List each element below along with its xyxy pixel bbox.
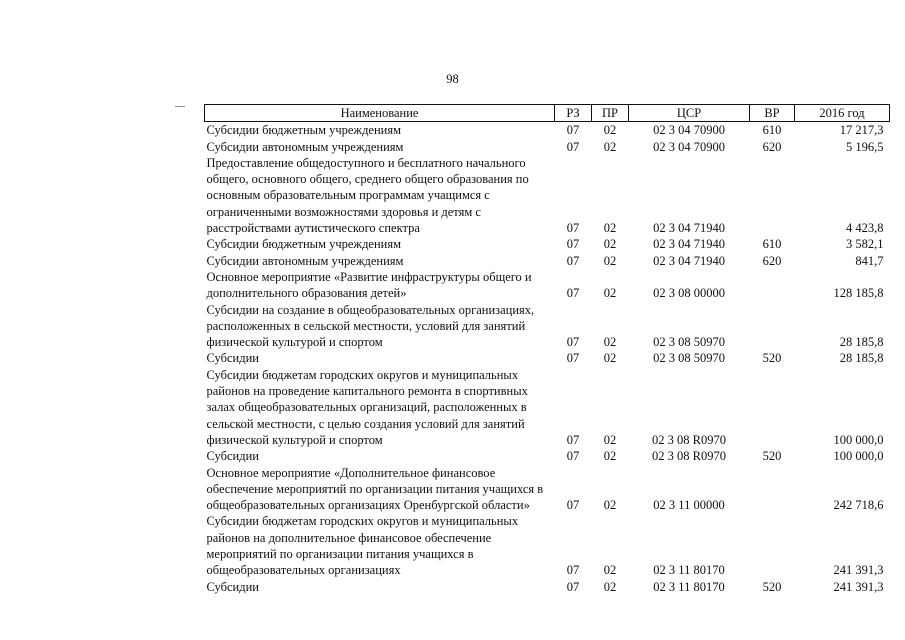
row-rz: 07: [566, 432, 580, 447]
row-rz: 07: [566, 563, 580, 578]
table-row: [205, 367, 890, 448]
row-sum: 241 391,3: [833, 563, 884, 578]
row-name: Основное мероприятие «Развитие инфраструктуры общего и дополнительного образования детей»: [206, 269, 532, 301]
row-sum: 100 000,0: [833, 449, 884, 464]
row-name: Предоставление общедоступного и бесплатного начального общего, основного общего, среднего общего образования по основным образовательным программам учащимся с ограниченными возможностями здоровья и детям с расстройствами аутистического спектра: [206, 155, 529, 236]
row-name: Субсидии: [206, 579, 259, 594]
row-rz: 07: [566, 221, 580, 236]
row-vr: [750, 465, 795, 514]
row-name: Основное мероприятие «Дополнительное финансовое обеспечение мероприятий по организации питания учащихся в общеобразовательных организациях Оренбургской области»: [206, 465, 544, 513]
row-name: Субсидии: [206, 351, 259, 366]
row-vr: 610: [762, 237, 782, 252]
row-pr: 02: [603, 286, 617, 301]
row-csr: 02 3 08 50970: [653, 335, 725, 350]
table-row: [205, 302, 890, 351]
row-csr: 02 3 04 71940: [653, 221, 725, 236]
row-pr: 02: [603, 579, 617, 594]
row-name: Субсидии автономным учреждениям: [206, 253, 404, 268]
header-year: 2016 год: [795, 105, 890, 122]
table-row: [205, 513, 890, 578]
table-row: [205, 350, 890, 366]
row-rz: 07: [566, 253, 580, 268]
row-csr: 02 3 11 80170: [653, 579, 725, 594]
row-pr: 02: [603, 351, 617, 366]
header-rz: РЗ: [555, 105, 592, 122]
row-pr: 02: [603, 253, 617, 268]
row-csr: 02 3 11 00000: [653, 498, 725, 513]
row-csr: 02 3 04 70900: [653, 123, 725, 138]
table-body: [205, 122, 890, 595]
row-csr: 02 3 08 00000: [653, 286, 725, 301]
row-pr: 02: [603, 432, 617, 447]
row-pr: 02: [603, 563, 617, 578]
row-pr: 02: [603, 449, 617, 464]
table-row: [205, 236, 890, 252]
row-sum: 100 000,0: [833, 432, 884, 447]
row-pr: 02: [603, 221, 617, 236]
row-rz: 07: [566, 237, 580, 252]
row-vr: [750, 302, 795, 351]
row-vr: [750, 513, 795, 578]
table-row: [205, 269, 890, 302]
row-sum: 128 185,8: [833, 286, 884, 301]
header-vr: ВР: [750, 105, 795, 122]
row-sum: 3 582,1: [846, 237, 884, 252]
row-name: Субсидии бюджетным учреждениям: [206, 123, 402, 138]
row-csr: 02 3 08 R0970: [652, 432, 726, 447]
row-csr: 02 3 08 R0970: [652, 449, 726, 464]
row-pr: 02: [603, 498, 617, 513]
table-row: [205, 253, 890, 269]
row-name: Субсидии на создание в общеобразовательных организациях, расположенных в сельской местности, условий для занятий физической культурой и спортом: [206, 302, 535, 350]
row-sum: 28 185,8: [839, 335, 884, 350]
table-row: [205, 139, 890, 155]
table-header: [205, 105, 890, 122]
header-row: [205, 105, 890, 122]
row-vr: 620: [762, 139, 782, 154]
budget-table: [204, 104, 890, 595]
row-vr: [750, 367, 795, 448]
row-rz: 07: [566, 286, 580, 301]
table-row: [205, 465, 890, 514]
row-csr: 02 3 04 71940: [653, 237, 725, 252]
row-rz: 07: [566, 449, 580, 464]
row-csr: 02 3 08 50970: [653, 351, 725, 366]
row-rz: 07: [566, 139, 580, 154]
row-vr: [750, 155, 795, 236]
row-pr: 02: [603, 139, 617, 154]
row-sum: 17 217,3: [839, 123, 884, 138]
row-name: Субсидии: [206, 449, 259, 464]
row-vr: 610: [762, 123, 782, 138]
scan-mark: [175, 106, 185, 107]
row-sum: 28 185,8: [839, 351, 884, 366]
row-csr: 02 3 04 71940: [653, 253, 725, 268]
row-rz: 07: [566, 123, 580, 138]
table-row: [205, 579, 890, 595]
row-csr: 02 3 04 70900: [653, 139, 725, 154]
row-csr: 02 3 11 80170: [653, 563, 725, 578]
row-vr: 520: [762, 579, 782, 594]
row-name: Субсидии бюджетам городских округов и муниципальных районов на проведение капитального ремонта в спортивных залах общеобразовательных организаций, расположенных в сельской местности, с целью создания условий для занятий физической культурой и спортом: [206, 367, 528, 447]
table-row: [205, 448, 890, 464]
row-pr: 02: [603, 237, 617, 252]
row-vr: 520: [762, 351, 782, 366]
row-sum: 4 423,8: [846, 221, 884, 236]
header-name: Наименование: [205, 105, 555, 122]
header-pr: ПР: [592, 105, 629, 122]
table-row: [205, 122, 890, 139]
row-rz: 07: [566, 579, 580, 594]
row-sum: 241 391,3: [833, 579, 884, 594]
row-sum: 242 718,6: [833, 498, 884, 513]
row-vr: [750, 269, 795, 302]
row-vr: 620: [762, 253, 782, 268]
row-pr: 02: [603, 123, 617, 138]
page-number: 98: [446, 72, 459, 86]
row-sum: 841,7: [855, 253, 884, 268]
row-vr: 520: [762, 449, 782, 464]
row-name: Субсидии автономным учреждениям: [206, 139, 404, 154]
header-csr: ЦСР: [629, 105, 750, 122]
row-name: Субсидии бюджетным учреждениям: [206, 237, 402, 252]
table-row: [205, 155, 890, 236]
row-name: Субсидии бюджетам городских округов и муниципальных районов на дополнительное финансовое обеспечение мероприятий по организации питания учащихся в общеобразовательных организациях: [206, 514, 519, 578]
row-sum: 5 196,5: [846, 139, 884, 154]
row-rz: 07: [566, 498, 580, 513]
row-rz: 07: [566, 335, 580, 350]
row-rz: 07: [566, 351, 580, 366]
row-pr: 02: [603, 335, 617, 350]
